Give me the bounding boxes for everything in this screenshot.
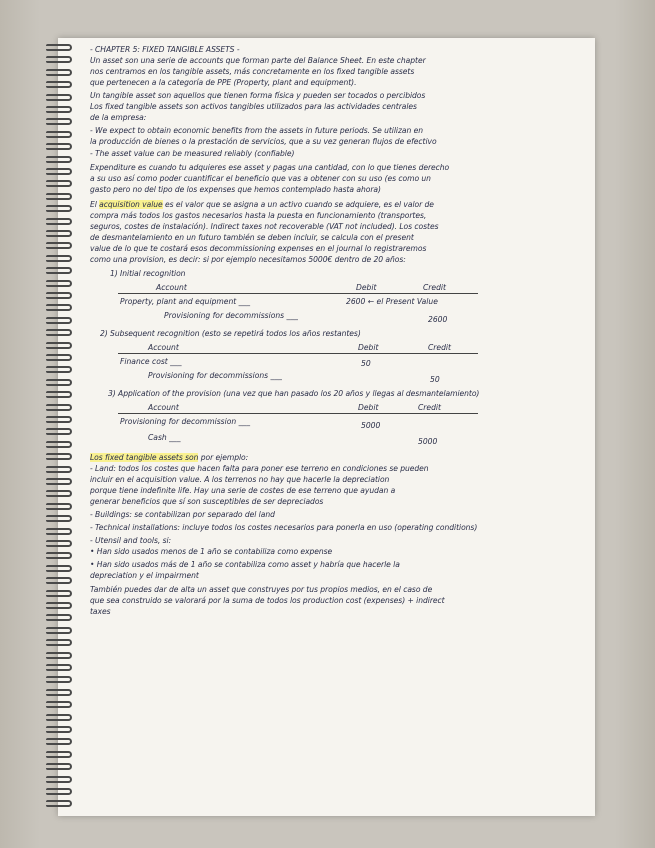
note-line: - Technical installations: incluye todos los costes necesarios para ponerla en uso (operating conditions) (90, 523, 478, 532)
spiral-ring (46, 689, 72, 696)
spiral-ring (46, 552, 72, 559)
spiral-ring (46, 317, 72, 324)
spiral-ring (46, 800, 72, 807)
note-line: - Buildings: se contabilizan por separado del land (90, 510, 275, 519)
spiral-ring (46, 205, 72, 212)
spiral-ring (46, 441, 72, 448)
highlighted-term: acquisition value (99, 200, 163, 209)
note-line: la producción de bienes o la prestación de servicios, que a su vez generan flujos de efectivo (90, 137, 437, 146)
spiral-ring (46, 776, 72, 783)
note-line: • Han sido usados menos de 1 año se contabiliza como expense (90, 547, 333, 556)
spiral-ring (46, 168, 72, 175)
spiral-ring (46, 218, 72, 225)
entry-debit: 2600 ← el Present Value (346, 297, 438, 306)
note-line: taxes (90, 607, 111, 616)
note-line: de la empresa: (90, 113, 147, 122)
spiral-ring (46, 193, 72, 200)
spiral-ring (46, 267, 72, 274)
spiral-ring (46, 44, 72, 51)
entry-debit: 50 (361, 359, 371, 368)
spiral-ring (46, 180, 72, 187)
note-line: Expenditure es cuando tu adquieres ese asset y pagas una cantidad, con lo que tienes derecho (90, 163, 450, 172)
account-header: Account (148, 343, 179, 352)
credit-header: Credit (428, 343, 452, 352)
spiral-ring (46, 714, 72, 721)
notebook-page (58, 38, 595, 816)
spiral-ring (46, 639, 72, 646)
spiral-ring (46, 131, 72, 138)
spiral-ring (46, 156, 72, 163)
spiral-ring (46, 763, 72, 770)
spiral-ring (46, 230, 72, 237)
entry-debit: 5000 (361, 421, 381, 430)
spiral-ring (46, 788, 72, 795)
note-line: Un asset son una serie de accounts que forman parte del Balance Sheet. En este chapter (90, 56, 426, 65)
spiral-ring (46, 478, 72, 485)
spiral-ring (46, 577, 72, 584)
credit-header: Credit (418, 403, 442, 412)
note-line: como una provision, es decir: si por ejemplo necesitamos 5000€ dentro de 20 años: (90, 255, 406, 264)
note-line: incluir en el acquisition value. A los terrenos no hay que hacerle la depreciation (90, 475, 390, 484)
note-text: El (90, 200, 100, 209)
spiral-ring (46, 391, 72, 398)
debit-header: Debit (358, 403, 379, 412)
spiral-ring (46, 602, 72, 609)
spiral-ring (46, 528, 72, 535)
note-line: - Land: todos los costes que hacen falta para poner ese terreno en condiciones se pueden (90, 464, 429, 473)
account-header: Account (148, 403, 179, 412)
spiral-binding (46, 38, 76, 816)
spiral-ring (46, 676, 72, 683)
spiral-ring (46, 590, 72, 597)
note-line: porque tiene indefinite life. Hay una serie de costes de ese terreno que ayudan a (90, 486, 396, 495)
spiral-ring (46, 751, 72, 758)
spiral-ring (46, 143, 72, 150)
spiral-ring (46, 342, 72, 349)
note-line: que pertenecen a la categoría de PPE (Property, plant and equipment). (90, 78, 357, 87)
entry-account: Property, plant and equipment ___ (120, 297, 251, 306)
note-line: a su uso así como poder cuantificar el beneficio que vas a obtener con su uso (es como un (90, 174, 431, 183)
spiral-ring (46, 94, 72, 101)
spiral-ring (46, 354, 72, 361)
spiral-ring (46, 81, 72, 88)
chapter-title: - CHAPTER 5: FIXED TANGIBLE ASSETS - (90, 45, 240, 54)
spiral-ring (46, 503, 72, 510)
spiral-ring (46, 416, 72, 423)
note-line: nos centramos en los tangible assets, más concretamente en los fixed tangible assets (90, 67, 415, 76)
entry-account: Provisioning for decommissions ___ (148, 371, 282, 380)
entry-heading: 2) Subsequent recognition (esto se repetirá todos los años restantes) (100, 329, 361, 338)
spiral-ring (46, 292, 72, 299)
spiral-ring (46, 56, 72, 63)
spiral-ring (46, 726, 72, 733)
entry-credit: 2600 (428, 315, 448, 324)
note-text: es el valor que se asigna a un activo cuando se adquiere, es el valor de (162, 200, 434, 209)
spiral-ring (46, 366, 72, 373)
note-line: compra más todos los gastos necesarios hasta la puesta en funcionamiento (transportes, (90, 211, 427, 220)
spiral-ring (46, 614, 72, 621)
debit-header: Debit (356, 283, 377, 292)
note-text: por ejemplo: (198, 453, 249, 462)
entry-account: Finance cost ___ (120, 357, 182, 366)
spiral-ring (46, 515, 72, 522)
note-line: gasto pero no del tipo de los expenses que hemos contemplado hasta ahora) (90, 185, 381, 194)
account-header: Account (156, 283, 187, 292)
spiral-ring (46, 280, 72, 287)
note-line: Los fixed tangible assets son activos tangibles utilizados para las actividades centrales (90, 102, 417, 111)
note-line: • Han sido usados más de 1 año se contabiliza como asset y habría que hacerle la (90, 560, 400, 569)
spiral-ring (46, 118, 72, 125)
spiral-ring (46, 69, 72, 76)
note-line: de desmantelamiento en un futuro también se deben incluir, se calcula con el present (90, 233, 414, 242)
spiral-ring (46, 490, 72, 497)
note-line: depreciation y el impairment (90, 571, 199, 580)
spiral-ring (46, 453, 72, 460)
debit-header: Debit (358, 343, 379, 352)
spiral-ring (46, 304, 72, 311)
note-line: También puedes dar de alta un asset que construyes por tus propios medios, en el caso de (90, 585, 433, 594)
entry-credit: 5000 (418, 437, 438, 446)
note-line: seguros, costes de instalación). Indirect taxes not recoverable (VAT not included). Los costes (90, 222, 439, 231)
spiral-ring (46, 540, 72, 547)
spiral-ring (46, 329, 72, 336)
entry-account: Provisioning for decommissions ___ (164, 311, 298, 320)
spiral-ring (46, 106, 72, 113)
note-line: que sea construido se valorará por la suma de todos los production cost (expenses) + indirect (90, 596, 445, 605)
note-line: value de lo que te costará esos decommissioning expenses en el journal lo registraremos (90, 244, 427, 253)
spiral-ring (46, 701, 72, 708)
credit-header: Credit (423, 283, 447, 292)
highlighted-term: Los fixed tangible assets son (90, 453, 199, 462)
note-line: - The asset value can be measured reliably (confiable) (90, 149, 295, 158)
note-line: - Utensil and tools, si: (90, 536, 172, 545)
spiral-ring (46, 652, 72, 659)
note-line: - We expect to obtain economic benefits from the assets in future periods. Se utilizan en (90, 126, 424, 135)
entry-heading: 1) Initial recognition (110, 269, 186, 278)
note-line: generar beneficios que sí son susceptibles de ser depreciados (90, 497, 324, 506)
spiral-ring (46, 565, 72, 572)
entry-heading: 3) Application of the provision (una vez que han pasado los 20 años y llegas al desmantelamiento) (108, 389, 480, 398)
spiral-ring (46, 379, 72, 386)
entry-credit: 50 (430, 375, 440, 384)
spiral-ring (46, 664, 72, 671)
spiral-ring (46, 738, 72, 745)
spiral-ring (46, 242, 72, 249)
entry-account: Provisioning for decommission ___ (120, 417, 250, 426)
spiral-ring (46, 404, 72, 411)
note-line: Un tangible asset son aquellos que tienen forma física y pueden ser tocados o percibidos (90, 91, 426, 100)
spiral-ring (46, 428, 72, 435)
spiral-ring (46, 466, 72, 473)
spiral-ring (46, 255, 72, 262)
spiral-ring (46, 627, 72, 634)
entry-account: Cash ___ (148, 433, 181, 442)
